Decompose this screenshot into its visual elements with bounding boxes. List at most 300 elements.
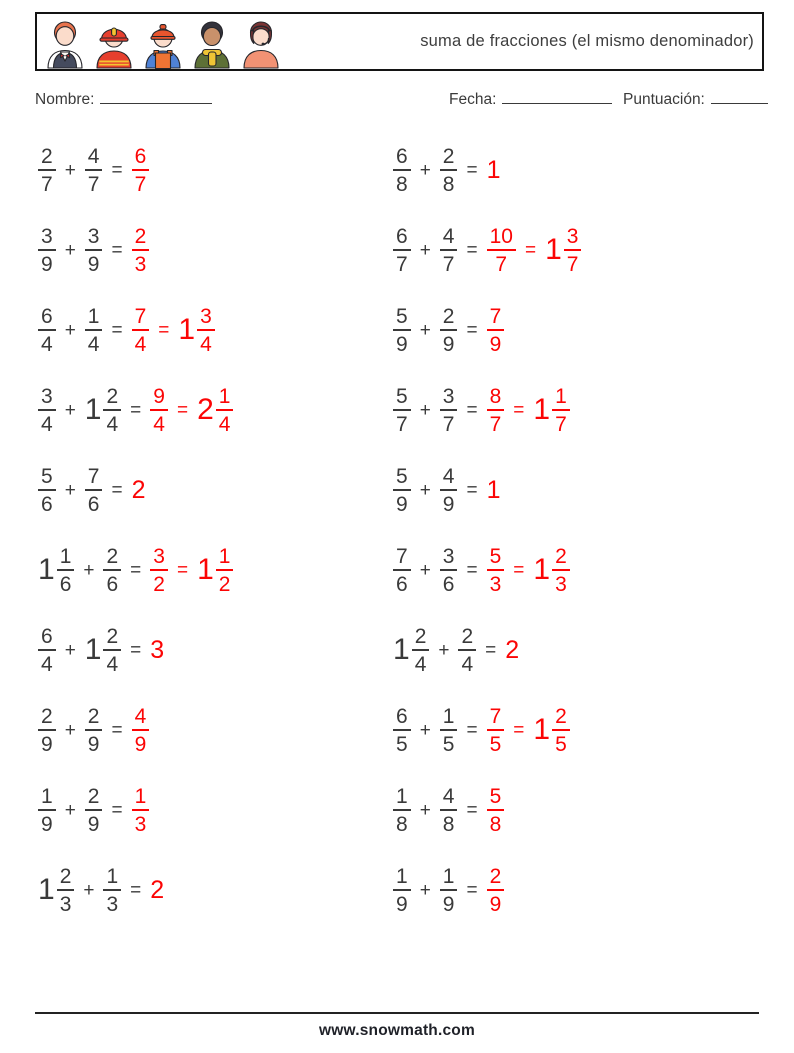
fraction-bar [216, 409, 234, 411]
denominator: 8 [442, 172, 455, 196]
fraction [440, 384, 458, 436]
denominator: 2 [218, 572, 231, 596]
operator: + [419, 479, 431, 501]
denominator: 7 [396, 412, 408, 436]
fraction-equation [38, 704, 149, 756]
numerator: 3 [200, 304, 212, 328]
numerator: 5 [41, 464, 53, 488]
numerator: 7 [396, 544, 408, 568]
fraction-bar [487, 889, 505, 891]
operator: + [64, 799, 76, 821]
mixed-number [85, 384, 121, 436]
denominator: 9 [41, 252, 53, 276]
numerator: 1 [41, 784, 53, 808]
denominator: 5 [555, 732, 567, 756]
numerator: 1 [87, 304, 100, 328]
denominator: 5 [396, 732, 408, 756]
fraction-bar [57, 569, 75, 571]
fraction-bar [393, 729, 411, 731]
operator: + [64, 719, 76, 741]
operator: + [64, 159, 76, 181]
fraction [38, 304, 56, 356]
denominator: 9 [87, 252, 100, 276]
fraction [487, 384, 505, 436]
fraction-bar [85, 249, 103, 251]
numerator: 7 [134, 304, 147, 328]
operator: = [524, 239, 537, 261]
fraction [412, 624, 430, 676]
fraction [132, 704, 150, 756]
operator: + [83, 879, 95, 901]
fraction-bar [38, 409, 56, 411]
whole-number-answer: 1 [486, 475, 501, 504]
numerator: 5 [396, 464, 408, 488]
numerator: 4 [134, 704, 147, 728]
fraction-bar [393, 249, 411, 251]
denominator: 7 [489, 412, 502, 436]
denominator: 8 [396, 172, 408, 196]
operator: = [466, 399, 478, 421]
fields-row [0, 90, 794, 114]
mixed-number [38, 864, 74, 916]
denominator: 5 [442, 732, 455, 756]
avatar-row [37, 14, 283, 69]
problem-left-8 [0, 690, 393, 770]
fraction [458, 624, 476, 676]
numerator: 3 [442, 384, 455, 408]
headset-person-avatar-icon [239, 15, 283, 69]
fraction-bar [38, 649, 56, 651]
denominator: 5 [489, 732, 502, 756]
denominator: 4 [41, 332, 53, 356]
fraction [38, 384, 56, 436]
fraction [216, 384, 234, 436]
problem-left-2 [0, 210, 393, 290]
denominator: 6 [442, 572, 455, 596]
denominator: 9 [87, 812, 100, 836]
fraction-bar [487, 729, 505, 731]
numerator: 1 [396, 864, 408, 888]
operator: + [64, 399, 76, 421]
worksheet-title: suma de fracciones (el mismo denominador) [420, 32, 754, 50]
fraction-equation [38, 224, 149, 276]
numerator: 2 [106, 384, 119, 408]
mixed-number [178, 304, 214, 356]
fraction-bar [85, 489, 103, 491]
problem-left-10 [0, 850, 393, 930]
fraction-bar [38, 729, 56, 731]
whole-part: 1 [38, 873, 55, 906]
whole-part: 2 [197, 393, 214, 426]
fraction [103, 544, 121, 596]
mixed-number [533, 704, 569, 756]
fraction-equation [393, 864, 504, 916]
operator: + [419, 719, 431, 741]
whole-number-answer: 2 [131, 475, 146, 504]
fraction-bar [393, 809, 411, 811]
fraction [38, 624, 56, 676]
name-field [35, 90, 212, 109]
numerator: 7 [87, 464, 100, 488]
fraction-bar [440, 569, 458, 571]
denominator: 8 [489, 812, 502, 836]
date-field [449, 90, 612, 109]
fraction-equation [393, 224, 581, 276]
numerator: 3 [41, 384, 53, 408]
fraction-bar [132, 329, 150, 331]
problem-right-6 [393, 530, 794, 610]
fraction-equation [393, 384, 570, 436]
fraction-bar [103, 889, 121, 891]
name-label: Nombre: [35, 91, 95, 108]
whole-part: 1 [533, 553, 551, 586]
fraction [440, 784, 458, 836]
fraction [38, 144, 56, 196]
operator: = [111, 319, 123, 341]
operator: = [111, 159, 123, 181]
fraction-bar [132, 169, 150, 171]
fraction-bar [487, 249, 516, 251]
denominator: 9 [396, 332, 408, 356]
numerator: 10 [489, 224, 513, 248]
scarf-person-avatar-icon [190, 15, 234, 69]
denominator: 9 [442, 492, 455, 516]
fraction-bar [393, 489, 411, 491]
fraction [38, 224, 56, 276]
fraction-bar [440, 329, 458, 331]
denominator: 4 [218, 412, 231, 436]
problem-right-2 [393, 210, 794, 290]
fraction-bar [132, 249, 150, 251]
denominator: 3 [489, 572, 502, 596]
fraction [85, 144, 103, 196]
fraction [552, 704, 570, 756]
denominator: 4 [200, 332, 212, 356]
numerator: 6 [41, 624, 53, 648]
numerator: 2 [106, 544, 119, 568]
numerator: 2 [442, 304, 455, 328]
mixed-number [38, 544, 74, 596]
problem-right-9 [393, 770, 794, 850]
fraction-bar [85, 329, 103, 331]
whole-part: 1 [38, 553, 55, 586]
fraction-equation [393, 304, 504, 356]
whole-number-answer: 2 [150, 875, 165, 904]
fraction-bar [132, 729, 150, 731]
fraction [440, 224, 458, 276]
fraction [393, 144, 411, 196]
operator: + [64, 319, 76, 341]
fraction [38, 704, 56, 756]
fraction [150, 384, 168, 436]
score-field [623, 90, 768, 109]
fraction [487, 544, 505, 596]
numerator: 5 [489, 784, 502, 808]
fraction-bar [38, 169, 56, 171]
fraction-equation [38, 144, 149, 196]
date-blank-line [502, 90, 612, 104]
denominator: 7 [396, 252, 408, 276]
problem-left-7 [0, 610, 393, 690]
operator: = [176, 559, 189, 581]
problem-left-5 [0, 450, 393, 530]
denominator: 4 [106, 412, 119, 436]
fraction-bar [552, 729, 570, 731]
numerator: 3 [153, 544, 165, 568]
problem-right-1 [393, 130, 794, 210]
operator: + [438, 639, 450, 661]
footer-url: www.snowmath.com [319, 1022, 475, 1039]
fraction [393, 704, 411, 756]
denominator: 9 [396, 892, 408, 916]
fraction-bar [132, 809, 150, 811]
operator: = [466, 479, 478, 501]
operator: + [419, 879, 431, 901]
problem-right-10 [393, 850, 794, 930]
numerator: 3 [442, 544, 455, 568]
fraction-equation [38, 464, 146, 516]
fraction [132, 784, 150, 836]
mixed-number [533, 384, 569, 436]
numerator: 1 [396, 784, 408, 808]
operator: = [466, 879, 478, 901]
name-blank-line [100, 90, 212, 104]
waiter-avatar-icon [43, 15, 87, 69]
operator: = [111, 799, 123, 821]
fraction-equation [38, 544, 233, 596]
problem-left-1 [0, 130, 393, 210]
denominator: 4 [41, 412, 53, 436]
fraction-equation [38, 784, 149, 836]
numerator: 2 [87, 784, 100, 808]
fraction-bar [216, 569, 234, 571]
denominator: 6 [41, 492, 53, 516]
fraction-bar [440, 809, 458, 811]
fraction [150, 544, 168, 596]
fraction-equation [38, 864, 164, 916]
numerator: 1 [218, 384, 231, 408]
denominator: 6 [87, 492, 100, 516]
numerator: 1 [442, 704, 455, 728]
operator: = [466, 719, 478, 741]
fraction-equation [393, 624, 519, 676]
denominator: 3 [106, 892, 119, 916]
fraction [393, 544, 411, 596]
fraction-bar [440, 729, 458, 731]
fraction [85, 704, 103, 756]
denominator: 7 [566, 252, 579, 276]
numerator: 2 [59, 864, 72, 888]
numerator: 4 [442, 464, 455, 488]
denominator: 6 [396, 572, 408, 596]
operator: = [158, 319, 170, 341]
denominator: 9 [41, 732, 53, 756]
denominator: 9 [87, 732, 100, 756]
fraction-bar [564, 249, 582, 251]
operator: = [130, 879, 142, 901]
whole-part: 1 [545, 233, 562, 266]
operator: = [513, 559, 525, 581]
numerator: 2 [489, 864, 502, 888]
denominator: 9 [489, 892, 502, 916]
fraction-bar [38, 489, 56, 491]
denominator: 9 [442, 332, 455, 356]
fraction-bar [440, 169, 458, 171]
operator: + [64, 239, 76, 261]
whole-number-answer: 1 [486, 155, 501, 184]
numerator: 4 [442, 224, 455, 248]
numerator: 7 [489, 704, 502, 728]
fraction [85, 304, 103, 356]
fraction [216, 544, 234, 596]
fraction [440, 464, 458, 516]
denominator: 7 [134, 172, 147, 196]
fraction [85, 464, 103, 516]
numerator: 6 [396, 224, 408, 248]
fraction [38, 784, 56, 836]
denominator: 8 [396, 812, 408, 836]
fraction [487, 224, 516, 276]
fraction-bar [103, 649, 121, 651]
fraction-equation [38, 624, 164, 676]
fraction-bar [38, 329, 56, 331]
operator: = [130, 559, 142, 581]
fraction [132, 224, 150, 276]
numerator: 6 [134, 144, 147, 168]
fraction-equation [38, 384, 233, 436]
problem-left-3 [0, 290, 393, 370]
numerator: 8 [489, 384, 502, 408]
denominator: 9 [134, 732, 147, 756]
fraction-bar [150, 409, 168, 411]
whole-number-answer: 3 [150, 635, 165, 664]
fraction-equation [393, 144, 501, 196]
fraction [103, 864, 121, 916]
operator: = [111, 239, 123, 261]
problem-right-4 [393, 370, 794, 450]
numerator: 1 [134, 784, 147, 808]
operator: = [466, 239, 478, 261]
fraction [132, 304, 150, 356]
problem-left-6 [0, 530, 393, 610]
numerator: 4 [442, 784, 455, 808]
fraction [132, 144, 150, 196]
fraction [197, 304, 215, 356]
fraction-bar [412, 649, 430, 651]
operator: + [419, 399, 431, 421]
operator: + [419, 559, 431, 581]
fraction-bar [85, 809, 103, 811]
fraction-bar [85, 169, 103, 171]
fraction-bar [393, 329, 411, 331]
fraction-bar [552, 409, 570, 411]
construction-worker-avatar-icon [141, 15, 185, 69]
denominator: 4 [153, 412, 165, 436]
fraction [440, 144, 458, 196]
denominator: 8 [442, 812, 455, 836]
fraction-equation [38, 304, 215, 356]
fraction [440, 544, 458, 596]
fraction-bar [393, 569, 411, 571]
fraction-bar [393, 169, 411, 171]
denominator: 4 [106, 652, 119, 676]
operator: + [64, 639, 76, 661]
numerator: 6 [396, 144, 408, 168]
denominator: 7 [41, 172, 53, 196]
mixed-number [545, 224, 581, 276]
fraction [487, 304, 505, 356]
numerator: 5 [396, 304, 408, 328]
fraction [393, 224, 411, 276]
denominator: 3 [555, 572, 567, 596]
numerator: 2 [41, 704, 53, 728]
fraction-bar [487, 569, 505, 571]
fraction-bar [38, 809, 56, 811]
numerator: 2 [87, 704, 100, 728]
numerator: 2 [461, 624, 474, 648]
operator: = [485, 639, 497, 661]
numerator: 3 [87, 224, 100, 248]
numerator: 5 [396, 384, 408, 408]
denominator: 3 [59, 892, 72, 916]
denominator: 9 [41, 812, 53, 836]
numerator: 3 [41, 224, 53, 248]
numerator: 2 [442, 144, 455, 168]
whole-part: 1 [393, 633, 410, 666]
fraction-bar [440, 249, 458, 251]
denominator: 4 [41, 652, 53, 676]
numerator: 1 [555, 384, 567, 408]
numerator: 2 [414, 624, 427, 648]
fraction-bar [487, 809, 505, 811]
operator: = [130, 399, 142, 421]
fraction [552, 384, 570, 436]
mixed-number [533, 544, 569, 596]
numerator: 1 [106, 864, 119, 888]
numerator: 2 [555, 544, 567, 568]
fraction-equation [393, 464, 501, 516]
fraction-bar [38, 249, 56, 251]
problem-right-7 [393, 610, 794, 690]
whole-part: 1 [84, 633, 102, 666]
denominator: 7 [442, 412, 455, 436]
numerator: 1 [218, 544, 231, 568]
score-label: Puntuación: [623, 91, 705, 108]
problem-left-9 [0, 770, 393, 850]
denominator: 7 [555, 412, 567, 436]
whole-part: 1 [197, 553, 214, 586]
fraction-bar [103, 569, 121, 571]
fraction-bar [197, 329, 215, 331]
denominator: 4 [134, 332, 147, 356]
mixed-number [393, 624, 429, 676]
denominator: 6 [59, 572, 72, 596]
numerator: 4 [87, 144, 100, 168]
fraction-bar [103, 409, 121, 411]
numerator: 3 [566, 224, 579, 248]
denominator: 6 [106, 572, 119, 596]
numerator: 1 [59, 544, 72, 568]
whole-part: 1 [84, 393, 102, 426]
operator: = [111, 479, 123, 501]
fraction-bar [440, 489, 458, 491]
fraction-bar [487, 329, 505, 331]
fraction-bar [393, 889, 411, 891]
fraction-bar [150, 569, 168, 571]
fraction [38, 464, 56, 516]
fraction [393, 304, 411, 356]
problem-right-5 [393, 450, 794, 530]
